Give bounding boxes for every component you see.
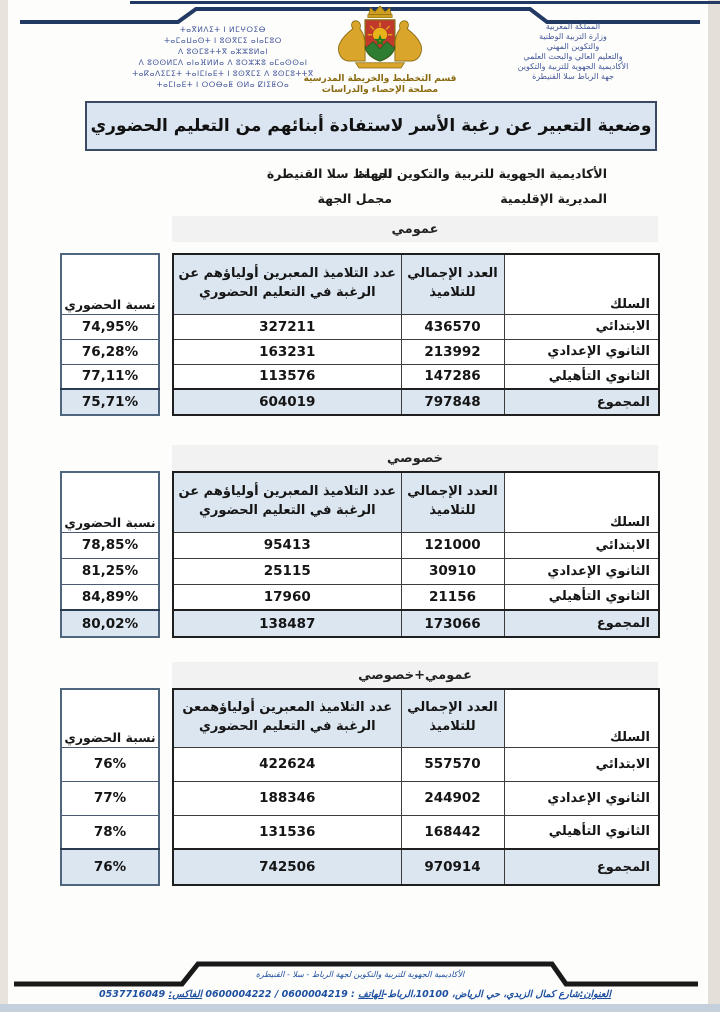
expressed-value: 95413 [173, 532, 401, 558]
expressed-value: 17960 [173, 584, 401, 610]
col-header-expressed: عدد التلاميذ المعبرين أولياؤهم عن الرغبة في التعليم الحضوري [173, 254, 401, 314]
expressed-value: 742506 [173, 849, 401, 885]
total-value: 121000 [401, 532, 504, 558]
photo-edge-bottom [0, 1004, 720, 1012]
pct-value: 84,89% [61, 584, 159, 610]
pct-total-value: 80,02% [61, 610, 159, 637]
expressed-value: 138487 [173, 610, 401, 637]
direction-label: المديرية الإقليمية [500, 191, 607, 206]
row-label: الثانوي الإعدادي [504, 558, 659, 584]
col-header-total: العدد الإجمالي للتلاميذ [401, 689, 504, 747]
address-text: شارع كمال الزبدي، حي الرياض، 10100،الرباط- [383, 989, 580, 1000]
row-label: الثانوي الإعدادي [504, 781, 659, 815]
col-header-total: العدد الإجمالي للتلاميذ [401, 472, 504, 532]
letterhead-arabic-line: والتكوين المهني [546, 42, 600, 51]
coat-of-arms [322, 5, 438, 75]
table-row [173, 584, 659, 610]
expressed-value: 113576 [173, 364, 401, 389]
department-lines [278, 74, 482, 96]
letterhead-arabic-line: الأكاديمية الجهوية للتربية والتكوين [517, 62, 629, 71]
col-header-total: العدد الإجمالي للتلاميذ [401, 254, 504, 314]
col-header-pct: نسبة الحضوري [61, 472, 159, 532]
col-header-cycle: السلك [504, 689, 659, 747]
row-label: الثانوي الإعدادي [504, 339, 659, 364]
pct-total-value: 75,71% [61, 389, 159, 415]
footer-rule [0, 956, 720, 992]
total-value: 970914 [401, 849, 504, 885]
total-row-label: المجموع [504, 849, 659, 885]
fax-label: الفاكس: [168, 989, 203, 1000]
table-row [173, 532, 659, 558]
letterhead-arabic-line: والتعليم العالي والبحث العلمي [523, 52, 623, 61]
total-value: 30910 [401, 558, 504, 584]
expressed-value: 422624 [173, 747, 401, 781]
department-line-1: قسم التخطيط والخريطة المدرسية [303, 74, 457, 84]
pct-value: 74,95% [61, 314, 159, 339]
row-label: الثانوي التأهيلي [504, 815, 659, 849]
footer-organization: الأكاديمية الجهوية للتربية والتكوين لجهة الرباط - سلا - القنيطرة [255, 970, 465, 979]
pct-value: 81,25% [61, 558, 159, 584]
total-value: 213992 [401, 339, 504, 364]
col-header-expressed: عدد التلاميذ المعبرين أولياؤهمعن الرغبة في التعليم الحضوري [173, 689, 401, 747]
letterhead-tifinagh-line: ⴷ ⵓⵙⵙⵍⵎⴷ ⴰⵏⴰⴼⵍⵍⴰ ⴷ ⵓⵔⵣⵣⵓ ⴰⵎⴰⵙⵙⴰⵏ [138, 58, 308, 67]
phone-label: الهاتف [358, 989, 384, 1000]
total-value: 21156 [401, 584, 504, 610]
total-value: 244902 [401, 781, 504, 815]
section-title-public: عمومي [172, 216, 658, 242]
letterhead-tifinagh-line: ⵜⴰⵎⴰⵡⴰⵙⵜ ⵏ ⵓⵙⴳⵎⵉ ⴰⵏⴰⵎⵓⵔ [164, 36, 282, 45]
expressed-value: 163231 [173, 339, 401, 364]
pct-value: 78,85% [61, 532, 159, 558]
photo-edge-right [708, 0, 720, 1012]
pct-table-public [60, 253, 160, 416]
table-row [173, 747, 659, 781]
expressed-value: 25115 [173, 558, 401, 584]
expressed-value: 131536 [173, 815, 401, 849]
address-label: العنوان: [579, 989, 611, 1000]
expressed-value: 188346 [173, 781, 401, 815]
table-row [173, 364, 659, 389]
letterhead-arabic-line: المملكة المغربية [545, 22, 601, 31]
document-title: وضعية التعبير عن رغبة الأسر لاستفادة أبنائهم من التعليم الحضوري [85, 101, 657, 151]
direction-value: مجمل الجهة [317, 191, 392, 206]
pct-value: 76,28% [61, 339, 159, 364]
total-value: 797848 [401, 389, 504, 415]
table-row [173, 339, 659, 364]
total-row-label: المجموع [504, 610, 659, 637]
total-value: 147286 [401, 364, 504, 389]
footer-contact-line [55, 989, 655, 1000]
pct-table-private [60, 471, 160, 638]
fax-value: 0537716049 [99, 989, 166, 1000]
academy-value: الرباط سلا القنيطرة [266, 166, 392, 181]
photo-edge-left [0, 0, 8, 1012]
table-combined [172, 688, 660, 886]
table-private [172, 471, 660, 638]
department-line-2: مصلحة الإحصاء والدراسات [321, 85, 439, 95]
total-value: 168442 [401, 815, 504, 849]
letterhead-arabic-line: جهة الرباط سلا القنيطرة [532, 72, 614, 81]
table-row [173, 314, 659, 339]
table-total-row [173, 389, 659, 415]
pct-value: 78% [61, 815, 159, 849]
total-value: 557570 [401, 747, 504, 781]
total-row-label: المجموع [504, 389, 659, 415]
letterhead-tifinagh-line: ⴷ ⵓⵙⵎⵓⵜⵜⴳ ⴰⵣⵣⵓⵍⴰⵏ [178, 47, 268, 56]
table-public [172, 253, 660, 416]
row-label: الابتدائي [504, 747, 659, 781]
pct-table-combined [60, 688, 160, 886]
expressed-value: 327211 [173, 314, 401, 339]
table-row [173, 781, 659, 815]
total-value: 173066 [401, 610, 504, 637]
col-header-pct: نسبة الحضوري [61, 254, 159, 314]
pct-value: 76% [61, 747, 159, 781]
table-row [173, 558, 659, 584]
col-header-expressed: عدد التلاميذ المعبرين أولياؤهم عن الرغبة في التعليم الحضوري [173, 472, 401, 532]
col-header-cycle: السلك [504, 472, 659, 532]
pct-total-value: 76% [61, 849, 159, 885]
table-total-row [173, 610, 659, 637]
letterhead-tifinagh-line: ⵜⴰⵎⵏⴰⴹⵜ ⵏ ⵔⵔⴱⴰⵟ ⵙⵍⴰ ⵇⵏⵉⵟⵔⴰ [156, 80, 290, 89]
expressed-value: 604019 [173, 389, 401, 415]
letterhead-arabic [468, 22, 678, 82]
table-row [173, 815, 659, 849]
total-value: 436570 [401, 314, 504, 339]
row-label: الثانوي التأهيلي [504, 584, 659, 610]
pct-value: 77,11% [61, 364, 159, 389]
academy-label: الأكاديمية الجهوية للتربية والتكوين لجهة: [358, 166, 607, 181]
pct-value: 77% [61, 781, 159, 815]
phone-separator: : [347, 989, 359, 1000]
letterhead-arabic-line: وزارة التربية الوطنية [539, 32, 607, 41]
row-label: الابتدائي [504, 314, 659, 339]
col-header-cycle: السلك [504, 254, 659, 314]
row-label: الابتدائي [504, 532, 659, 558]
row-label: الثانوي التأهيلي [504, 364, 659, 389]
section-title-private: خصوصي [172, 445, 658, 471]
phone-value: 0600004219 / 0600004222 [205, 989, 348, 1000]
table-total-row [173, 849, 659, 885]
letterhead-tifinagh-line: ⵜⴰⴽⴰⴷⵉⵎⵉⵜ ⵜⴰⵏⵎⵏⴰⴹⵜ ⵏ ⵓⵙⴳⵎⵉ ⴷ ⵓⵙⵎⵓⵜⵜⴳ [132, 69, 314, 78]
letterhead-tifinagh-line: ⵜⴰⴳⵍⴷⵉⵜ ⵏ ⵍⵎⵖⵔⵉⴱ [180, 25, 266, 34]
section-title-combined: عمومي+خصوصي [172, 662, 658, 688]
col-header-pct: نسبة الحضوري [61, 689, 159, 747]
